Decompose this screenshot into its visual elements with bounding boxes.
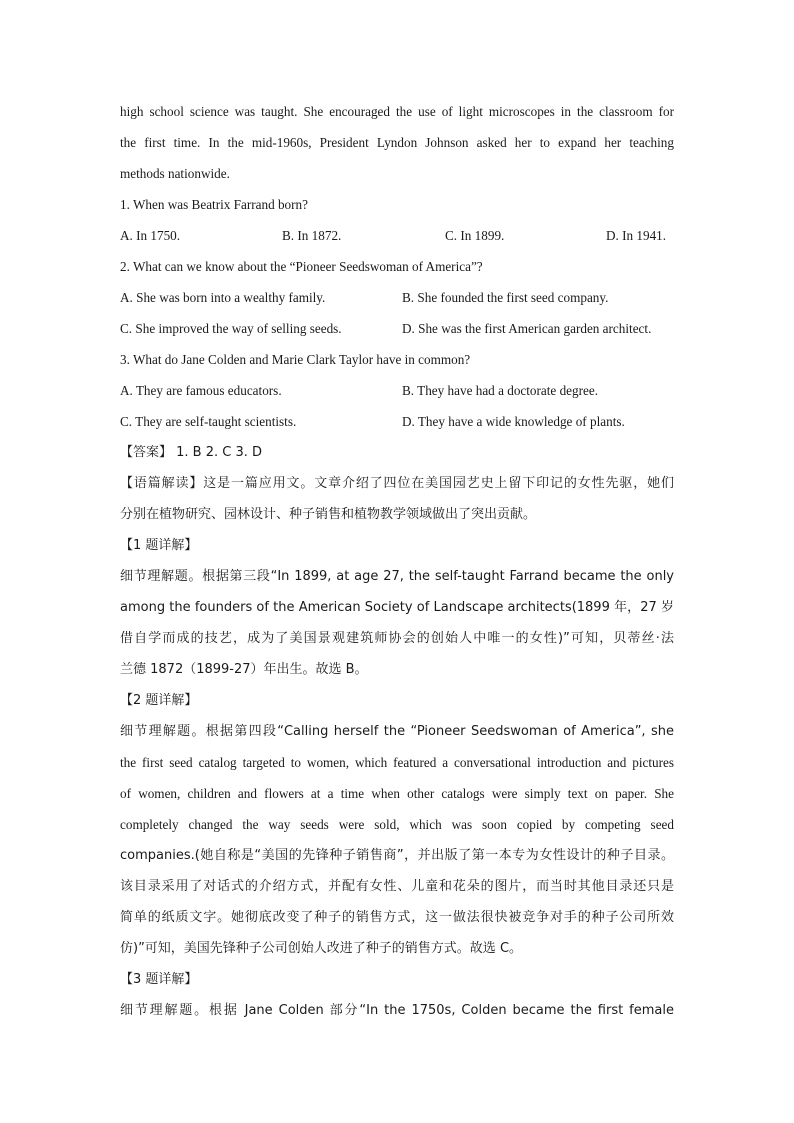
detail-2-line: the first seed catalog targeted to women, which featured a conversational introduction and pictures <box>120 755 674 770</box>
detail-1-line: 兰德 1872（1899-27）年出生。故选 B。 <box>120 662 368 677</box>
detail-2-line: 简单的纸质文字。她彻底改变了种子的销售方式，这一做法很快被竞争对手的种子公司所效 <box>120 910 674 925</box>
option-b: B. She founded the first seed company. <box>402 290 609 305</box>
detail-2-line: companies.(她自称是“美国的先锋种子销售商”，并出版了第一本专为女性设计的种子目录。 <box>120 848 674 863</box>
answer-line: 【答案】 1. B 2. C 3. D <box>120 445 263 460</box>
passage-line: high school science was taught. She encouraged the use of light microscopes in the classroom for <box>120 104 674 119</box>
option-d: D. In 1941. <box>606 228 667 243</box>
detail-1-line: among the founders of the American Society of Landscape architects(1899 年，27 岁 <box>120 600 674 615</box>
question-2-options-row-1 <box>120 282 674 313</box>
detail-1-heading: 【1 题详解】 <box>120 538 198 553</box>
option-c: C. In 1899. <box>445 228 505 243</box>
detail-2-line: of women, children and flowers at a time when other catalogs were simply text on paper. She <box>120 786 674 801</box>
document-page <box>120 96 674 1026</box>
question-3-options-row-2 <box>120 406 674 437</box>
detail-2-line: completely changed the way seeds were sold, which was soon copied by competing seed <box>120 817 674 832</box>
question-2-stem: 2. What can we know about the “Pioneer Seedswoman of America”? <box>120 259 483 274</box>
analysis-line: 【语篇解读】这是一篇应用文。文章介绍了四位在美国园艺史上留下印记的女性先驱，她们 <box>120 476 674 491</box>
option-b: B. They have had a doctorate degree. <box>402 383 599 398</box>
option-a: A. She was born into a wealthy family. <box>120 290 326 305</box>
detail-2-line: 该目录采用了对话式的介绍方式，并配有女性、儿童和花朵的图片，而当时其他目录还只是 <box>120 879 674 894</box>
option-a: A. They are famous educators. <box>120 383 282 398</box>
question-3-stem: 3. What do Jane Colden and Marie Clark Taylor have in common? <box>120 352 471 367</box>
option-c: C. She improved the way of selling seeds. <box>120 321 342 336</box>
question-1-stem: 1. When was Beatrix Farrand born? <box>120 197 308 212</box>
analysis-line: 分别在植物研究、园林设计、种子销售和植物教学领域做出了突出贡献。 <box>120 507 537 522</box>
question-3-options-row-1 <box>120 375 674 406</box>
option-c: C. They are self-taught scientists. <box>120 414 297 429</box>
detail-2-heading: 【2 题详解】 <box>120 693 198 708</box>
detail-2-line: 细节理解题。根据第四段“Calling herself the “Pioneer Seedswoman of America”, she <box>120 724 674 739</box>
question-2-options-row-2 <box>120 313 674 344</box>
option-a: A. In 1750. <box>120 228 181 243</box>
detail-2-line: 仿)”可知，美国先锋种子公司创始人改进了种子的销售方式。故选 C。 <box>120 941 523 956</box>
detail-1-line: 借自学而成的技艺，成为了美国景观建筑师协会的创始人中唯一的女性)”可知，贝蒂丝·法 <box>120 631 674 646</box>
passage-line: methods nationwide. <box>120 166 230 181</box>
detail-1-line: 细节理解题。根据第三段“In 1899, at age 27, the self-taught Farrand became the only <box>120 569 674 584</box>
question-1-options <box>120 220 674 251</box>
detail-3-heading: 【3 题详解】 <box>120 972 198 987</box>
passage-line: the first time. In the mid-1960s, President Lyndon Johnson asked her to expand her teaching <box>120 135 674 150</box>
option-d: D. She was the first American garden architect. <box>402 321 652 336</box>
option-d: D. They have a wide knowledge of plants. <box>402 414 625 429</box>
detail-3-line: 细节理解题。根据 Jane Colden 部分“In the 1750s, Colden became the first female <box>120 1003 674 1018</box>
option-b: B. In 1872. <box>282 228 342 243</box>
